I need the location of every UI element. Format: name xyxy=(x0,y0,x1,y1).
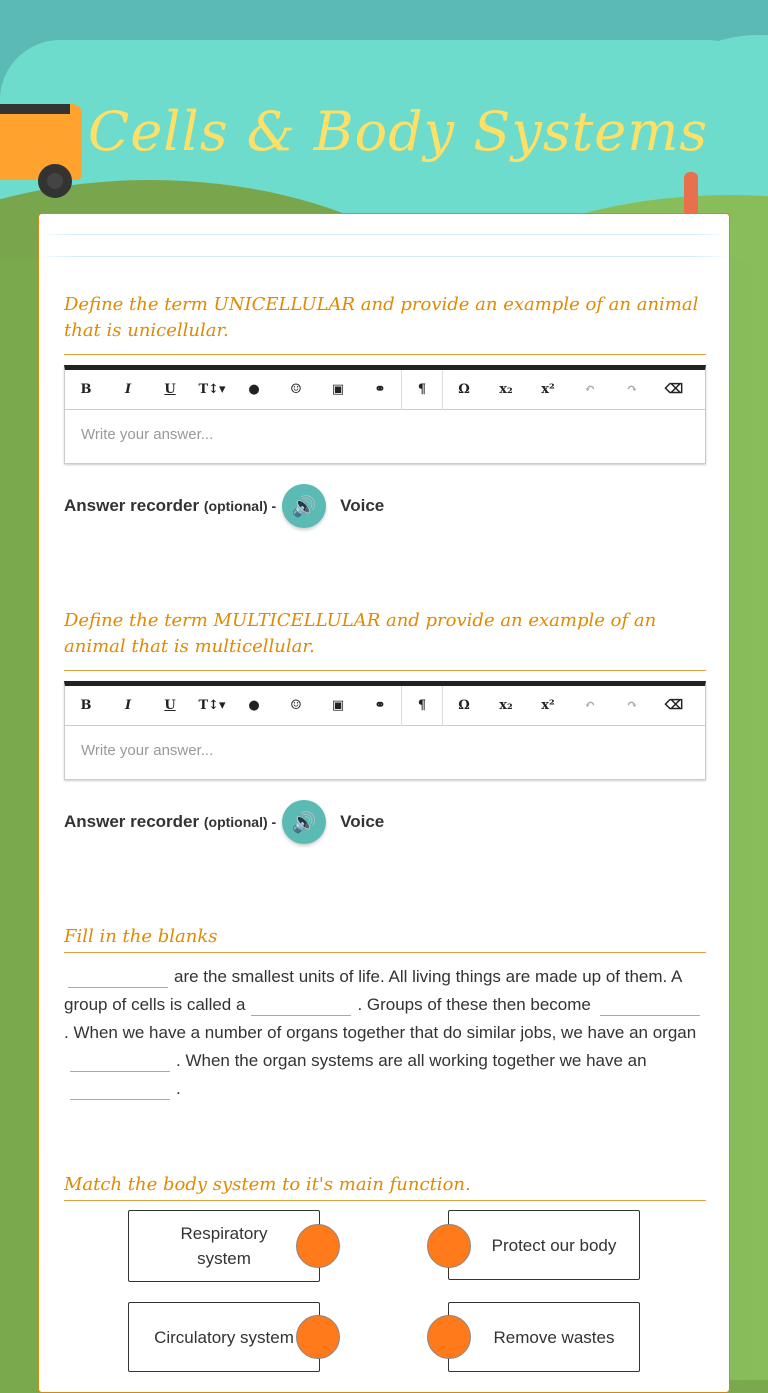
answer-input[interactable]: Write your answer... xyxy=(81,742,214,759)
match-connector-dot[interactable] xyxy=(427,1224,471,1268)
blank-input[interactable] xyxy=(70,1052,170,1072)
text-size-button[interactable]: T↕▾ xyxy=(198,698,226,713)
recorder-optional: (optional) - xyxy=(203,814,277,830)
fill-text xyxy=(64,963,706,1103)
color-drop-icon[interactable]: ● xyxy=(248,382,260,397)
text-size-button[interactable]: T↕▾ xyxy=(198,382,226,397)
fill-in-blanks xyxy=(64,924,706,1103)
match-left-item[interactable] xyxy=(128,1210,320,1282)
link-icon[interactable]: ⚭ xyxy=(374,698,386,713)
special-char-button[interactable]: Ω xyxy=(458,382,470,397)
redo-icon[interactable]: ↷ xyxy=(626,382,638,397)
question-title: Define the term MULTICELLULAR and provide an example of an animal that is multicellular. xyxy=(64,608,706,671)
subscript-button[interactable]: x₂ xyxy=(499,382,513,397)
subscript-button[interactable]: x₂ xyxy=(499,698,513,713)
paragraph-direction-button[interactable]: ¶ xyxy=(401,370,443,410)
answer-editor xyxy=(64,681,706,780)
blank-input[interactable] xyxy=(68,968,168,988)
question-title: Fill in the blanks xyxy=(64,924,706,953)
blank-input[interactable] xyxy=(70,1080,170,1100)
image-icon[interactable]: ▣ xyxy=(331,382,345,397)
fox-illustration xyxy=(684,172,698,214)
superscript-button[interactable]: x² xyxy=(541,382,555,397)
match-label: Remove wastes xyxy=(493,1327,615,1347)
match-label: Protect our body xyxy=(491,1235,617,1255)
undo-icon[interactable]: ↶ xyxy=(584,698,596,713)
paragraph-direction-button[interactable]: ¶ xyxy=(401,686,443,726)
italic-button[interactable]: I xyxy=(124,698,132,713)
link-icon[interactable]: ⚭ xyxy=(374,382,386,397)
undo-icon[interactable]: ↶ xyxy=(584,382,596,397)
emoji-icon[interactable]: ☺ xyxy=(290,382,302,397)
page-title: Cells & Body Systems xyxy=(88,100,709,163)
match-label: Circulatory system xyxy=(154,1327,294,1347)
fill-text-part: . When we have a number of organs together that do similar jobs, we have an organ xyxy=(64,1023,697,1042)
editor-toolbar xyxy=(65,370,705,410)
recorder-optional: (optional) - xyxy=(203,498,277,514)
emoji-icon[interactable]: ☺ xyxy=(290,698,302,713)
match-left-item[interactable] xyxy=(128,1302,320,1372)
match-connector-dot[interactable] xyxy=(296,1224,340,1268)
superscript-button[interactable]: x² xyxy=(541,698,555,713)
recorder-label: Answer recorder xyxy=(64,496,200,515)
answer-input[interactable]: Write your answer... xyxy=(81,426,214,443)
match-connector-dot[interactable] xyxy=(427,1315,471,1359)
image-icon[interactable]: ▣ xyxy=(331,698,345,713)
fill-text-part: are the smallest units of life. All living things are made up of them. A group of cells is called a xyxy=(64,967,682,1014)
match-connector-dot[interactable] xyxy=(296,1315,340,1359)
question-title: Define the term UNICELLULAR and provide an example of an animal that is unicellular. xyxy=(64,292,706,355)
match-right-item[interactable] xyxy=(448,1210,640,1280)
recorder-label: Answer recorder xyxy=(64,812,200,831)
eraser-icon[interactable]: ⌫ xyxy=(664,382,684,397)
speaker-record-button[interactable]: 🔊 xyxy=(282,484,326,528)
answer-editor xyxy=(64,365,706,464)
worksheet-card xyxy=(38,213,730,1393)
bold-button[interactable]: B xyxy=(80,698,92,713)
question-title: Match the body system to it's main function. xyxy=(64,1172,706,1201)
bus-illustration xyxy=(0,104,82,180)
match-right-item[interactable] xyxy=(448,1302,640,1372)
blank-input[interactable] xyxy=(600,996,700,1016)
voice-label: Voice xyxy=(340,496,385,515)
special-char-button[interactable]: Ω xyxy=(458,698,470,713)
redo-icon[interactable]: ↷ xyxy=(626,698,638,713)
answer-recorder xyxy=(64,484,706,528)
bus-wheel xyxy=(38,164,72,198)
match-label: Respiratory system xyxy=(180,1224,268,1268)
answer-recorder xyxy=(64,800,706,844)
speaker-record-button[interactable]: 🔊 xyxy=(282,800,326,844)
question-multicellular xyxy=(64,608,706,844)
voice-label: Voice xyxy=(340,812,385,831)
italic-button[interactable]: I xyxy=(124,382,132,397)
fill-text-part: . When the organ systems are all working together we have an xyxy=(176,1051,647,1070)
eraser-icon[interactable]: ⌫ xyxy=(664,698,684,713)
fill-text-part: . Groups of these then become xyxy=(357,995,591,1014)
blank-input[interactable] xyxy=(251,996,351,1016)
question-unicellular xyxy=(64,292,706,528)
color-drop-icon[interactable]: ● xyxy=(248,698,260,713)
fill-text-part: . xyxy=(176,1079,181,1098)
editor-toolbar xyxy=(65,686,705,726)
bold-button[interactable]: B xyxy=(80,382,92,397)
underline-button[interactable]: U xyxy=(164,382,176,397)
underline-button[interactable]: U xyxy=(164,698,176,713)
matching-question xyxy=(64,1172,706,1201)
